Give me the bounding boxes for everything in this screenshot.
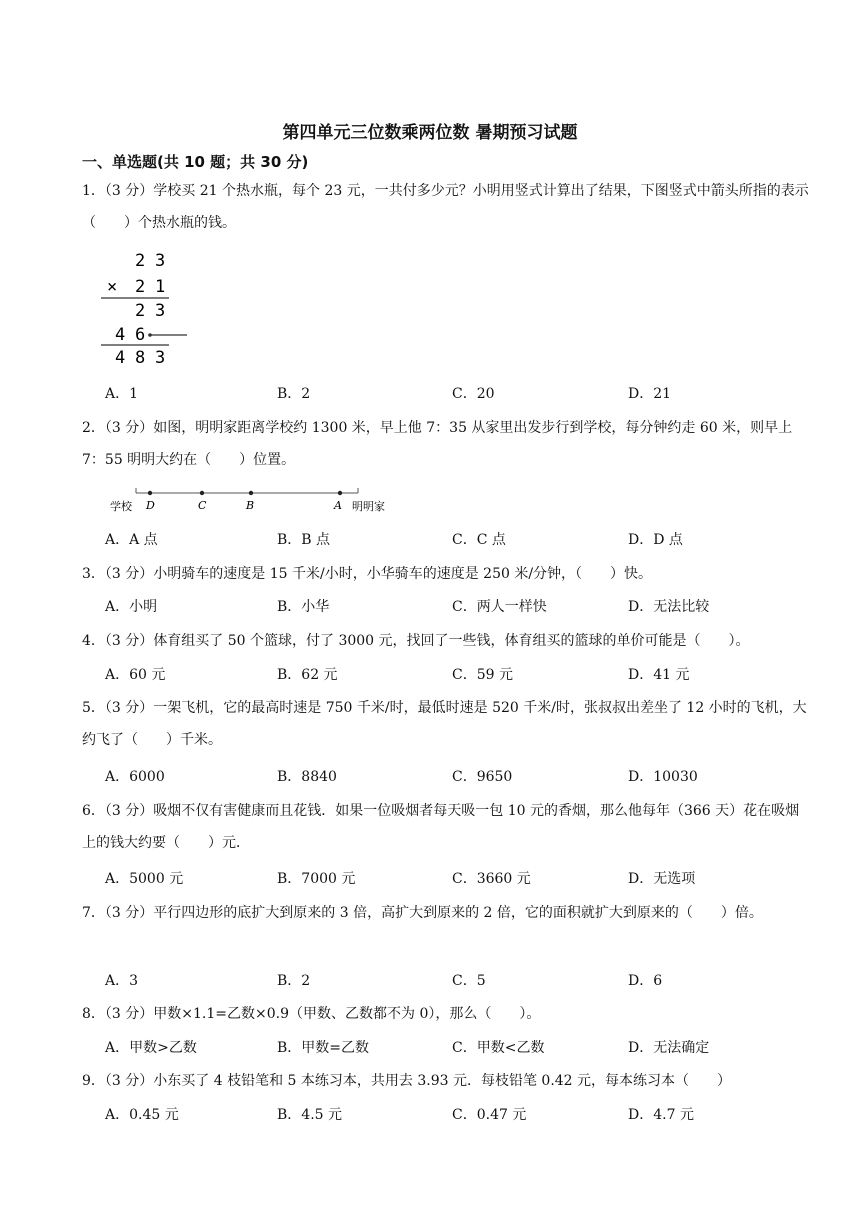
question-1 [82, 175, 812, 239]
section-heading: 一、单选题(共 10 题；共 30 分) [82, 153, 309, 171]
option-d[interactable]: D．21 [628, 386, 672, 402]
option-c[interactable]: C．甲数<乙数 [452, 1040, 545, 1056]
options-1 [105, 383, 825, 407]
option-a[interactable]: A．1 [105, 386, 139, 402]
question-6 [82, 795, 812, 859]
question-text: 小东买了 4 枝铅笔和 5 本练习本，共用去 3.93 元．每枝铅笔 0.42 元，每本练习本（ ） [153, 1073, 732, 1089]
question-text: 吸烟不仅有害健康而且花钱．如果一位吸烟者每天吸一包 10 元的香烟，那么他每年（366 天）花在吸烟上的钱大约要（ ）元． [82, 803, 800, 851]
figure-digit: 2 [135, 277, 146, 297]
point-b-marker [249, 491, 253, 495]
option-a[interactable]: A．5000 元 [105, 871, 184, 887]
options-6 [105, 868, 825, 892]
option-a[interactable]: A．小明 [105, 599, 158, 615]
question-7 [82, 897, 812, 929]
question-text: 如图，明明家距离学校约 1300 米，早上他 7：35 从家里出发步行到学校，每分钟约走 60 米，则早上 7：55 明明大约在（ ）位置。 [82, 420, 793, 468]
question-text: 体育组买了 50 个篮球，付了 3000 元，找回了一些钱，体育组买的篮球的单价可能是（ ）。 [153, 633, 750, 649]
question-9 [82, 1065, 812, 1097]
question-score: （3 分） [104, 803, 154, 819]
figure-digit: 6 [135, 325, 146, 345]
option-d[interactable]: D．6 [628, 973, 663, 989]
option-b[interactable]: B．甲数=乙数 [277, 1040, 370, 1056]
option-c[interactable]: C．5 [452, 973, 486, 989]
question-score: （3 分） [104, 183, 154, 199]
option-c[interactable]: C．0.47 元 [452, 1107, 527, 1123]
point-b-label: B [246, 499, 255, 512]
option-c[interactable]: C．3660 元 [452, 871, 531, 887]
option-d[interactable]: D．无法比较 [628, 599, 710, 615]
question-score: （3 分） [104, 905, 154, 921]
option-b[interactable]: B．62 元 [277, 667, 338, 683]
option-c[interactable]: C．59 元 [452, 667, 513, 683]
options-8 [105, 1037, 825, 1061]
option-b[interactable]: B．8840 [277, 769, 337, 785]
figure-digit: 4 [115, 325, 126, 345]
point-d-label: D [146, 499, 155, 512]
option-d[interactable]: D．41 元 [628, 667, 690, 683]
route-line-figure [108, 485, 408, 517]
option-d[interactable]: D．4.7 元 [628, 1107, 694, 1123]
home-label: 明明家 [352, 500, 385, 513]
question-score: （3 分） [104, 566, 154, 582]
question-5 [82, 692, 812, 756]
question-number: 2． [82, 420, 105, 436]
option-a[interactable]: A．0.45 元 [105, 1107, 179, 1123]
page-title: 第四单元三位数乘两位数 暑期预习试题 [282, 123, 578, 143]
option-c[interactable]: C．C 点 [452, 532, 506, 548]
question-score: （3 分） [104, 1073, 154, 1089]
option-d[interactable]: D．无选项 [628, 871, 696, 887]
question-number: 4． [82, 633, 105, 649]
figure-digit: 2 [135, 251, 146, 271]
option-a[interactable]: A．3 [105, 973, 139, 989]
question-number: 3． [82, 566, 105, 582]
figure-digit: 3 [155, 348, 166, 368]
question-text: 平行四边形的底扩大到原来的 3 倍，高扩大到原来的 2 倍，它的面积就扩大到原来的（ ）倍。 [153, 905, 763, 921]
option-d[interactable]: D．10030 [628, 769, 698, 785]
question-score: （3 分） [104, 1006, 154, 1022]
figure-digit: 4 [115, 348, 126, 368]
options-3 [105, 596, 825, 620]
option-d[interactable]: D．D 点 [628, 532, 683, 548]
point-d-marker [148, 491, 152, 495]
point-a-marker [338, 491, 342, 495]
option-b[interactable]: B．2 [277, 386, 311, 402]
option-a[interactable]: A．6000 [105, 769, 165, 785]
figure-digit: 3 [155, 301, 166, 321]
question-number: 7． [82, 905, 105, 921]
figure-digit: 3 [155, 251, 166, 271]
figure-digit: 2 [135, 301, 146, 321]
question-number: 8． [82, 1006, 105, 1022]
options-4 [105, 664, 825, 688]
option-c[interactable]: C．9650 [452, 769, 513, 785]
options-7 [105, 970, 825, 994]
option-c[interactable]: C．20 [452, 386, 495, 402]
figure-digit: 1 [155, 277, 166, 297]
option-b[interactable]: B．B 点 [277, 532, 331, 548]
question-number: 9． [82, 1073, 105, 1089]
question-number: 1． [82, 183, 105, 199]
point-a-label: A [334, 499, 342, 512]
school-label: 学校 [110, 500, 132, 513]
point-c-label: C [198, 499, 207, 512]
options-5 [105, 766, 825, 790]
option-b[interactable]: B．7000 元 [277, 871, 356, 887]
question-score: （3 分） [104, 420, 154, 436]
question-4 [82, 625, 812, 657]
question-2 [82, 412, 812, 476]
figure-multiply-sign: × [107, 277, 118, 297]
figure-digit: 8 [135, 348, 146, 368]
question-text: 小明骑车的速度是 15 千米/小时，小华骑车的速度是 250 米/分钟，（ ）快。 [153, 566, 653, 582]
question-score: （3 分） [104, 700, 154, 716]
options-9 [105, 1104, 825, 1128]
option-a[interactable]: A．甲数>乙数 [105, 1040, 197, 1056]
option-b[interactable]: B．小华 [277, 599, 330, 615]
option-b[interactable]: B．2 [277, 973, 311, 989]
option-c[interactable]: C．两人一样快 [452, 599, 547, 615]
option-d[interactable]: D．无法确定 [628, 1040, 710, 1056]
question-8 [82, 998, 812, 1030]
question-score: （3 分） [104, 633, 154, 649]
options-2 [105, 529, 825, 553]
option-a[interactable]: A．60 元 [105, 667, 166, 683]
point-c-marker [200, 491, 204, 495]
question-text: 学校买 21 个热水瓶，每个 23 元，一共付多少元？小明用竖式计算出了结果，下图竖式中箭头所指的表示（ ）个热水瓶的钱。 [82, 183, 809, 231]
question-3 [82, 558, 812, 590]
question-number: 5． [82, 700, 105, 716]
vertical-multiplication-figure [95, 246, 205, 370]
option-b[interactable]: B．4.5 元 [277, 1107, 343, 1123]
option-a[interactable]: A．A 点 [105, 532, 158, 548]
question-text: 一架飞机，它的最高时速是 750 千米/时，最低时速是 520 千米/时，张叔叔出差坐了 12 小时的飞机，大约飞了（ ）千米。 [82, 700, 807, 748]
question-text: 甲数×1.1=乙数×0.9（甲数、乙数都不为 0），那么（ ）。 [153, 1006, 541, 1022]
question-number: 6． [82, 803, 105, 819]
